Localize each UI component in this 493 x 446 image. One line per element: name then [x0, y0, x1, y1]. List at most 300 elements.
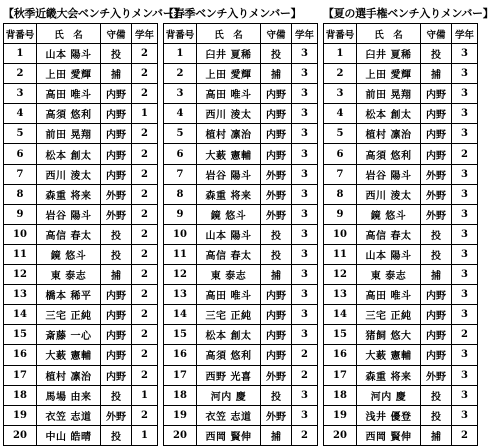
table-row [164, 325, 318, 345]
cell-name: 西野 光喜 [197, 365, 261, 385]
table-row [324, 164, 478, 184]
cell-name: 大薮 憲輔 [357, 345, 421, 365]
cell-grade: 3 [452, 44, 478, 64]
cell-grade: 3 [452, 305, 478, 325]
cell-position: 内野 [101, 144, 132, 164]
cell-name: 西川 淩太 [197, 104, 261, 124]
cell-position: 外野 [421, 204, 452, 224]
table-header-row [324, 24, 478, 44]
table-row [164, 425, 318, 445]
cell-name: 植村 凛治 [197, 124, 261, 144]
cell-number: 12 [4, 265, 37, 285]
cell-name: 三宅 正純 [357, 305, 421, 325]
cell-position: 外野 [101, 184, 132, 204]
cell-number: 18 [164, 385, 197, 405]
cell-number: 20 [164, 425, 197, 445]
cell-number: 3 [164, 84, 197, 104]
table-row [164, 204, 318, 224]
cell-number: 13 [324, 285, 357, 305]
cell-position: 内野 [261, 345, 292, 365]
cell-position: 外野 [421, 164, 452, 184]
cell-number: 10 [4, 224, 37, 244]
table-row [164, 44, 318, 64]
table-row [324, 305, 478, 325]
cell-position: 投 [421, 224, 452, 244]
cell-number: 12 [324, 265, 357, 285]
cell-number: 8 [164, 184, 197, 204]
table-row [4, 385, 158, 405]
cell-number: 9 [164, 204, 197, 224]
cell-name: 高田 唯斗 [197, 285, 261, 305]
cell-number: 13 [164, 285, 197, 305]
cell-number: 20 [324, 425, 357, 445]
cell-grade: 3 [452, 265, 478, 285]
cell-grade: 2 [452, 425, 478, 445]
cell-grade: 3 [292, 405, 318, 425]
cell-grade: 2 [132, 204, 158, 224]
table-row [4, 325, 158, 345]
cell-grade: 3 [292, 64, 318, 84]
cell-name: 三宅 正純 [197, 305, 261, 325]
cell-position: 内野 [421, 144, 452, 164]
cell-name: 大薮 憲輔 [197, 144, 261, 164]
cell-name: 山本 陽斗 [357, 244, 421, 264]
cell-number: 18 [324, 385, 357, 405]
cell-name: 橋本 稀平 [37, 285, 101, 305]
cell-name: 高須 悠利 [37, 104, 101, 124]
cell-grade: 3 [452, 64, 478, 84]
cell-number: 9 [324, 204, 357, 224]
cell-number: 7 [164, 164, 197, 184]
cell-name: 衣笠 志道 [37, 405, 101, 425]
table-row [324, 224, 478, 244]
cell-name: 高田 唯斗 [357, 285, 421, 305]
cell-position: 外野 [261, 164, 292, 184]
cell-grade: 3 [292, 164, 318, 184]
table-row [164, 164, 318, 184]
cell-name: 山本 陽斗 [37, 44, 101, 64]
cell-position: 投 [421, 405, 452, 425]
cell-name: 上田 愛輝 [37, 64, 101, 84]
header-name: 氏 名 [357, 24, 421, 44]
cell-number: 2 [4, 64, 37, 84]
table-row [4, 405, 158, 425]
cell-number: 6 [324, 144, 357, 164]
cell-name: 鏡 悠斗 [37, 244, 101, 264]
cell-name: 東 泰志 [37, 265, 101, 285]
cell-grade: 3 [452, 285, 478, 305]
cell-number: 2 [324, 64, 357, 84]
cell-name: 衣笠 志道 [197, 405, 261, 425]
cell-position: 投 [261, 224, 292, 244]
table-row [4, 144, 158, 164]
cell-position: 内野 [261, 124, 292, 144]
header-number: 背番号 [324, 24, 357, 44]
header-number: 背番号 [164, 24, 197, 44]
cell-position: 捕 [101, 64, 132, 84]
roster-table [323, 23, 478, 446]
cell-number: 10 [324, 224, 357, 244]
cell-grade: 3 [452, 244, 478, 264]
table-row [4, 44, 158, 64]
panel-title: 【夏の選手権ベンチ入りメンバー】 [323, 7, 493, 20]
table-row [324, 184, 478, 204]
cell-position: 投 [261, 385, 292, 405]
table-row [4, 104, 158, 124]
cell-name: 中山 皓晴 [37, 425, 101, 445]
cell-name: 東 泰志 [197, 265, 261, 285]
table-row [324, 385, 478, 405]
cell-position: 投 [101, 244, 132, 264]
cell-position: 捕 [261, 265, 292, 285]
cell-position: 投 [261, 244, 292, 264]
table-row [164, 385, 318, 405]
table-row [324, 365, 478, 385]
panel-title: 【秋季近畿大会ベンチ入りメンバー】 [3, 7, 185, 20]
cell-grade: 2 [132, 84, 158, 104]
cell-number: 14 [4, 305, 37, 325]
cell-number: 20 [4, 425, 37, 445]
cell-grade: 3 [452, 365, 478, 385]
cell-position: 捕 [261, 425, 292, 445]
cell-name: 高須 悠利 [357, 144, 421, 164]
cell-position: 内野 [421, 104, 452, 124]
cell-name: 河内 慶 [197, 385, 261, 405]
cell-number: 7 [324, 164, 357, 184]
cell-position: 内野 [421, 124, 452, 144]
cell-grade: 3 [292, 325, 318, 345]
cell-name: 大薮 憲輔 [37, 345, 101, 365]
cell-position: 内野 [101, 325, 132, 345]
cell-grade: 2 [132, 124, 158, 144]
cell-number: 14 [324, 305, 357, 325]
cell-name: 猪飼 悠大 [357, 325, 421, 345]
cell-position: 内野 [421, 345, 452, 365]
cell-position: 投 [421, 244, 452, 264]
cell-number: 16 [164, 345, 197, 365]
cell-position: 内野 [101, 164, 132, 184]
cell-number: 19 [164, 405, 197, 425]
cell-number: 15 [164, 325, 197, 345]
cell-name: 岩谷 陽斗 [357, 164, 421, 184]
cell-name: 河内 慶 [357, 385, 421, 405]
cell-position: 投 [261, 44, 292, 64]
cell-position: 内野 [101, 345, 132, 365]
table-row [324, 144, 478, 164]
cell-grade: 3 [452, 345, 478, 365]
table-row [324, 405, 478, 425]
cell-position: 内野 [261, 325, 292, 345]
cell-position: 内野 [261, 285, 292, 305]
table-row [164, 124, 318, 144]
table-row [164, 365, 318, 385]
cell-number: 4 [324, 104, 357, 124]
cell-name: 岩谷 陽斗 [197, 164, 261, 184]
table-row [4, 285, 158, 305]
cell-grade: 2 [132, 405, 158, 425]
table-row [4, 84, 158, 104]
cell-position: 捕 [261, 64, 292, 84]
cell-number: 13 [4, 285, 37, 305]
cell-grade: 1 [132, 385, 158, 405]
cell-number: 17 [164, 365, 197, 385]
cell-grade: 2 [132, 144, 158, 164]
cell-name: 植村 凛治 [37, 365, 101, 385]
cell-grade: 2 [132, 325, 158, 345]
cell-position: 投 [421, 385, 452, 405]
cell-position: 外野 [261, 365, 292, 385]
table-row [324, 425, 478, 445]
cell-position: 内野 [101, 365, 132, 385]
cell-number: 10 [164, 224, 197, 244]
cell-grade: 3 [292, 124, 318, 144]
cell-position: 投 [101, 224, 132, 244]
table-row [164, 84, 318, 104]
cell-grade: 2 [132, 285, 158, 305]
panel-title: 【春季ベンチ入りメンバー】 [163, 7, 302, 20]
cell-number: 8 [324, 184, 357, 204]
cell-grade: 3 [452, 224, 478, 244]
cell-grade: 3 [292, 285, 318, 305]
header-number: 背番号 [4, 24, 37, 44]
header-grade: 学年 [132, 24, 158, 44]
roster-table [163, 23, 318, 446]
header-grade: 学年 [292, 24, 318, 44]
cell-name: 松本 創太 [357, 104, 421, 124]
table-row [324, 285, 478, 305]
cell-number: 19 [4, 405, 37, 425]
cell-number: 16 [4, 345, 37, 365]
autumn-roster-panel [3, 4, 185, 446]
cell-grade: 2 [132, 184, 158, 204]
table-row [164, 184, 318, 204]
table-row [4, 345, 158, 365]
cell-position: 捕 [421, 265, 452, 285]
roster-table [3, 23, 158, 446]
table-row [164, 305, 318, 325]
cell-position: 外野 [101, 405, 132, 425]
cell-position: 外野 [261, 204, 292, 224]
cell-name: 上田 愛輝 [357, 64, 421, 84]
table-row [324, 84, 478, 104]
cell-number: 2 [164, 64, 197, 84]
table-row [324, 124, 478, 144]
table-row [324, 345, 478, 365]
cell-position: 内野 [261, 104, 292, 124]
cell-grade: 3 [292, 144, 318, 164]
cell-position: 外野 [421, 365, 452, 385]
cell-name: 馬場 由来 [37, 385, 101, 405]
cell-grade: 3 [452, 124, 478, 144]
cell-position: 外野 [261, 184, 292, 204]
cell-name: 前田 晃翔 [357, 84, 421, 104]
cell-position: 捕 [101, 265, 132, 285]
table-row [4, 365, 158, 385]
cell-number: 1 [4, 44, 37, 64]
cell-position: 外野 [421, 184, 452, 204]
table-row [4, 164, 158, 184]
cell-grade: 2 [132, 265, 158, 285]
table-row [324, 44, 478, 64]
cell-number: 17 [4, 365, 37, 385]
table-row [324, 244, 478, 264]
cell-name: 西川 淩太 [37, 164, 101, 184]
cell-name: 鏡 悠斗 [197, 204, 261, 224]
cell-position: 内野 [421, 285, 452, 305]
cell-name: 東 泰志 [357, 265, 421, 285]
cell-grade: 2 [132, 224, 158, 244]
header-name: 氏 名 [197, 24, 261, 44]
cell-number: 16 [324, 345, 357, 365]
cell-number: 12 [164, 265, 197, 285]
header-position: 守備 [261, 24, 292, 44]
cell-name: 高信 春太 [197, 244, 261, 264]
cell-position: 内野 [421, 84, 452, 104]
cell-number: 1 [164, 44, 197, 64]
cell-grade: 2 [292, 345, 318, 365]
cell-number: 1 [324, 44, 357, 64]
header-position: 守備 [101, 24, 132, 44]
table-row [324, 64, 478, 84]
cell-grade: 2 [132, 345, 158, 365]
header-name: 氏 名 [37, 24, 101, 44]
cell-number: 18 [4, 385, 37, 405]
cell-number: 11 [324, 244, 357, 264]
table-row [324, 325, 478, 345]
cell-name: 松本 創太 [37, 144, 101, 164]
cell-grade: 3 [292, 104, 318, 124]
cell-grade: 3 [452, 385, 478, 405]
table-row [324, 204, 478, 224]
cell-grade: 3 [292, 44, 318, 64]
summer-roster-panel [323, 4, 493, 446]
cell-grade: 3 [452, 184, 478, 204]
table-row [4, 204, 158, 224]
cell-grade: 2 [132, 44, 158, 64]
cell-number: 5 [4, 124, 37, 144]
cell-position: 投 [101, 385, 132, 405]
table-row [164, 244, 318, 264]
cell-grade: 1 [132, 104, 158, 124]
cell-number: 4 [164, 104, 197, 124]
cell-position: 内野 [261, 305, 292, 325]
cell-number: 3 [324, 84, 357, 104]
cell-position: 捕 [421, 425, 452, 445]
cell-position: 捕 [421, 64, 452, 84]
cell-name: 前田 晃翔 [37, 124, 101, 144]
cell-name: 高信 春太 [37, 224, 101, 244]
cell-number: 15 [4, 325, 37, 345]
cell-grade: 3 [292, 84, 318, 104]
cell-name: 臼井 夏稀 [197, 44, 261, 64]
cell-name: 森重 将来 [37, 184, 101, 204]
header-position: 守備 [421, 24, 452, 44]
cell-position: 内野 [261, 84, 292, 104]
cell-grade: 2 [292, 425, 318, 445]
cell-grade: 3 [292, 305, 318, 325]
cell-grade: 2 [132, 365, 158, 385]
cell-number: 8 [4, 184, 37, 204]
cell-grade: 3 [292, 184, 318, 204]
cell-name: 岩谷 陽斗 [37, 204, 101, 224]
cell-name: 浅井 優登 [357, 405, 421, 425]
table-row [4, 265, 158, 285]
cell-name: 高須 悠利 [197, 345, 261, 365]
cell-name: 高田 唯斗 [197, 84, 261, 104]
cell-position: 内野 [101, 84, 132, 104]
cell-position: 外野 [101, 204, 132, 224]
cell-name: 鏡 悠斗 [357, 204, 421, 224]
cell-grade: 3 [292, 244, 318, 264]
cell-name: 斎藤 一心 [37, 325, 101, 345]
cell-name: 西岡 賢伸 [197, 425, 261, 445]
table-row [164, 345, 318, 365]
cell-number: 15 [324, 325, 357, 345]
cell-grade: 1 [132, 425, 158, 445]
cell-grade: 3 [452, 84, 478, 104]
cell-position: 内野 [101, 104, 132, 124]
cell-grade: 2 [132, 244, 158, 264]
cell-grade: 3 [452, 204, 478, 224]
cell-name: 高田 唯斗 [37, 84, 101, 104]
table-row [164, 405, 318, 425]
cell-name: 松本 創太 [197, 325, 261, 345]
cell-position: 投 [101, 425, 132, 445]
cell-number: 5 [324, 124, 357, 144]
cell-grade: 3 [292, 265, 318, 285]
cell-name: 上田 愛輝 [197, 64, 261, 84]
table-row [4, 244, 158, 264]
table-row [4, 64, 158, 84]
cell-name: 山本 陽斗 [197, 224, 261, 244]
cell-grade: 3 [292, 385, 318, 405]
table-row [4, 425, 158, 445]
cell-number: 3 [4, 84, 37, 104]
table-row [164, 224, 318, 244]
cell-position: 内野 [101, 285, 132, 305]
cell-grade: 2 [452, 144, 478, 164]
cell-number: 4 [4, 104, 37, 124]
cell-number: 7 [4, 164, 37, 184]
table-row [164, 104, 318, 124]
cell-name: 森重 将来 [197, 184, 261, 204]
table-row [164, 285, 318, 305]
cell-grade: 3 [452, 405, 478, 425]
table-row [4, 184, 158, 204]
cell-number: 14 [164, 305, 197, 325]
cell-number: 11 [164, 244, 197, 264]
table-row [4, 124, 158, 144]
cell-name: 西川 淩太 [357, 184, 421, 204]
cell-number: 11 [4, 244, 37, 264]
cell-position: 内野 [261, 144, 292, 164]
table-header-row [4, 24, 158, 44]
cell-number: 5 [164, 124, 197, 144]
cell-number: 6 [4, 144, 37, 164]
table-row [4, 224, 158, 244]
header-grade: 学年 [452, 24, 478, 44]
cell-number: 9 [4, 204, 37, 224]
cell-number: 19 [324, 405, 357, 425]
cell-position: 投 [421, 44, 452, 64]
cell-name: 高信 春太 [357, 224, 421, 244]
cell-position: 外野 [261, 405, 292, 425]
cell-grade: 2 [452, 325, 478, 345]
cell-name: 森重 将来 [357, 365, 421, 385]
spring-roster-panel [163, 4, 317, 446]
table-row [324, 265, 478, 285]
cell-number: 17 [324, 365, 357, 385]
